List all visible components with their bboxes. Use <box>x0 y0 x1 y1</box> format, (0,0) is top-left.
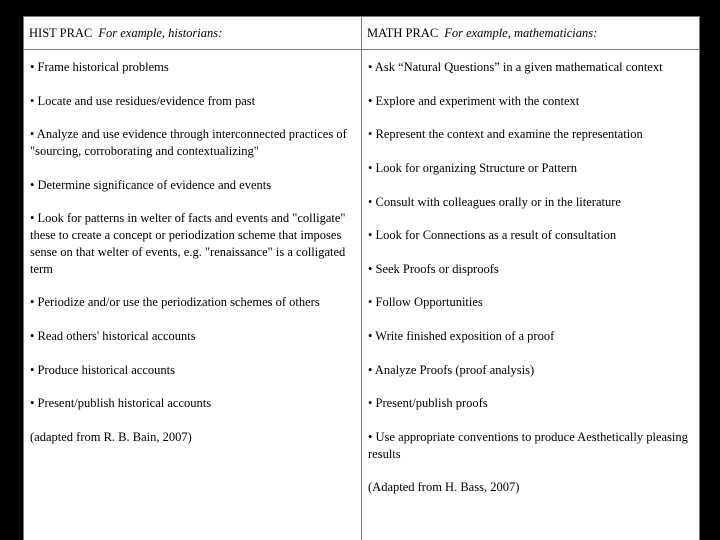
math-item-follow-opportunities: • Follow Opportunities <box>368 295 483 309</box>
math-item-analyze-proofs: • Analyze Proofs (proof analysis) <box>368 363 535 377</box>
hist-prac-header <box>24 17 361 50</box>
hist-item-look-for-patterns: • Look for patterns in welter of facts and events and "colligate" these to create a concept or periodization scheme that imposes sense on that welter of events, e.g. "renaissance" is a colligated term <box>30 211 346 276</box>
math-item-ask-questions: • Ask “Natural Questions” in a given mathematical context <box>368 60 663 74</box>
math-item-use-conventions: • Use appropriate conventions to produce Aesthetically pleasing results <box>368 430 688 461</box>
hist-prac-subtitle: For example, historians: <box>98 26 223 40</box>
math-item-organizing-structure: • Look for organizing Structure or Pattern <box>368 161 577 175</box>
hist-source-citation: (adapted from R. B. Bain, 2007) <box>30 430 192 444</box>
math-prac-subtitle: For example, mathematicians: <box>444 26 598 40</box>
math-item-represent-context: • Represent the context and examine the representation <box>368 127 643 141</box>
hist-item-periodize: • Periodize and/or use the periodization schemes of others <box>30 295 320 309</box>
hist-item-frame-problems: • Frame historical problems <box>30 60 169 74</box>
math-item-consult-colleagues: • Consult with colleagues orally or in the literature <box>368 195 621 209</box>
math-item-explore-context: • Explore and experiment with the context <box>368 94 580 108</box>
hist-item-analyze-evidence: • Analyze and use evidence through interconnected practices of "sourcing, corroborating and contextualizing" <box>30 127 347 158</box>
math-item-write-exposition: • Write finished exposition of a proof <box>368 329 555 343</box>
hist-item-locate-evidence: • Locate and use residues/evidence from past <box>30 94 256 108</box>
math-prac-title: MATH PRAC <box>367 26 439 40</box>
math-item-look-for-connections: • Look for Connections as a result of consultation <box>368 228 617 242</box>
hist-item-read-accounts: • Read others' historical accounts <box>30 329 196 343</box>
hist-item-present-accounts: • Present/publish historical accounts <box>30 396 212 410</box>
math-prac-column <box>362 17 699 540</box>
hist-prac-column <box>24 17 362 540</box>
hist-prac-title: HIST PRAC <box>29 26 93 40</box>
math-source-citation: (Adapted from H. Bass, 2007) <box>368 480 520 494</box>
math-prac-header <box>362 17 699 50</box>
math-item-present-proofs: • Present/publish proofs <box>368 396 488 410</box>
hist-item-determine-significance: • Determine significance of evidence and events <box>30 178 272 192</box>
comparison-table <box>23 16 700 540</box>
math-item-seek-proofs: • Seek Proofs or disproofs <box>368 262 499 276</box>
hist-item-produce-accounts: • Produce historical accounts <box>30 363 175 377</box>
